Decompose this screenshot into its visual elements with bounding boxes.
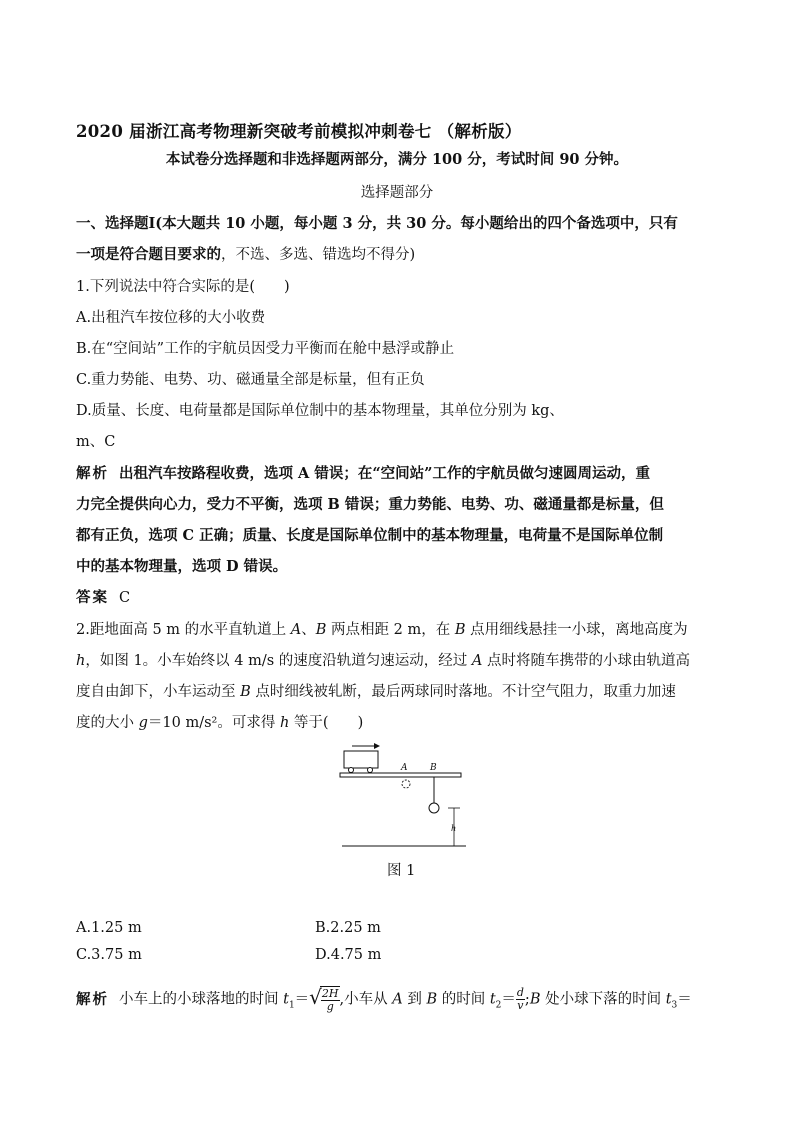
- sqrt-sign: √: [309, 985, 322, 1009]
- q1-option-c: C.重力势能、电势、功、磁通量全部是标量，但有正负: [76, 372, 425, 388]
- hanging-ball: [429, 803, 439, 813]
- q2-analysis-line1: [76, 986, 692, 1018]
- q2-var: B: [454, 622, 466, 638]
- q2-var: t: [283, 991, 289, 1008]
- part1-instruction-line1: 一、选择题Ⅰ(本大题共 10 小题，每小题 3 分，共 30 分。每小题给出的四个备选项中，只有: [76, 215, 678, 232]
- cart-wheel-right: [368, 768, 373, 773]
- q2-text: 度的大小: [76, 715, 139, 731]
- sqrt-radicand: [320, 986, 340, 1013]
- q2-text: ＝10 m/s²。可求得: [147, 715, 280, 731]
- q2-analysis-text: ;: [524, 991, 530, 1008]
- q1-answer-label: 答案: [76, 589, 109, 606]
- q2-option-d: D.4.75 m: [315, 947, 382, 963]
- q2-analysis-text: 小车上的小球落地的时间: [119, 991, 284, 1008]
- q2-var: g: [138, 715, 148, 731]
- q1-option-d-line1: D.质量、长度、电荷量都是国际单位制中的基本物理量，其单位分别为 kg、: [76, 403, 564, 419]
- q2-analysis-text: 处小球下落的时间: [540, 991, 666, 1008]
- q2-var: B: [529, 991, 541, 1008]
- q2-equals: ＝: [501, 991, 516, 1008]
- q1-analysis-line1: [76, 464, 650, 484]
- part1-instruction-rest: ，不选、多选、错选均不得分): [221, 247, 416, 263]
- q2-var: h: [279, 715, 290, 731]
- fraction-numerator: d: [516, 986, 524, 999]
- exam-intro: 本试卷分选择题和非选择题两部分，满分 100 分，考试时间 90 分钟。: [165, 151, 629, 168]
- q1-analysis-text1: 出租汽车按路程收费，选项 A 错误；在“空间站”工作的宇航员做匀速圆周运动，重: [119, 465, 651, 482]
- track: [340, 773, 461, 777]
- q2-option-b: B.2.25 m: [315, 920, 381, 936]
- figure-1-diagram: [330, 738, 470, 856]
- q2-text: ，如图 1。小车始终以 4 m/s 的速度沿轨道匀速运动，经过: [85, 653, 472, 669]
- q2-text: 等于( ): [289, 715, 364, 731]
- q2-stem-line1: [76, 620, 688, 640]
- q2-analysis-text: 到: [402, 991, 427, 1008]
- q2-text: 、: [301, 622, 316, 638]
- q2-var: t: [489, 991, 496, 1008]
- q2-var: B: [240, 684, 251, 700]
- fraction-2h-over-g: [321, 988, 340, 1013]
- part1-instruction-bold: 一项是符合题目要求的: [76, 246, 221, 263]
- q2-text: 2.距地面高 5 m 的水平直轨道上: [76, 622, 291, 638]
- q2-var: B: [426, 991, 438, 1008]
- q2-var: A: [290, 622, 302, 638]
- q1-analysis-line4: 中的基本物理量，选项 D 错误。: [76, 558, 288, 575]
- height-label: h: [451, 824, 457, 833]
- fraction-denominator: g: [326, 999, 334, 1013]
- q2-subscript: 3: [671, 1000, 678, 1011]
- point-b-label: B: [430, 763, 437, 773]
- q2-equals: ＝: [677, 991, 692, 1008]
- cart-wheel-left: [349, 768, 354, 773]
- velocity-arrowhead: [374, 743, 380, 749]
- q2-var: t: [665, 991, 672, 1008]
- q2-stem-line3: [76, 682, 676, 702]
- q2-text: 度自由卸下，小车运动至: [76, 684, 241, 700]
- q2-equals: ＝: [294, 991, 310, 1008]
- q1-answer: [76, 588, 130, 608]
- q2-var: A: [471, 653, 483, 669]
- fraction-numerator: 2H: [321, 986, 339, 1000]
- q1-analysis-line2: 力完全提供向心力，受力不平衡，选项 B 错误；重力势能、电势、功、磁通量都是标量，但: [76, 496, 664, 513]
- ball-at-a-dashed: [402, 780, 410, 788]
- fraction-denominator: v: [517, 999, 524, 1012]
- q2-text: 点时将随车携带的小球由轨道高: [482, 653, 691, 669]
- q2-stem-line4: [76, 713, 363, 733]
- q2-var: B: [315, 622, 327, 638]
- q1-answer-value: C: [119, 590, 131, 606]
- point-a-label: A: [401, 763, 408, 773]
- q1-option-d-line2: m、C: [76, 434, 116, 450]
- q2-analysis-text: ,小车从: [339, 991, 393, 1008]
- figure-1-caption: 图 1: [387, 863, 416, 879]
- page-title: 2020 届浙江高考物理新突破考前模拟冲刺卷七 （解析版）: [76, 122, 522, 141]
- part1-instruction-line2: [76, 245, 415, 265]
- section-heading: 选择题部分: [360, 185, 434, 201]
- q2-analysis-text: 的时间: [437, 991, 490, 1008]
- sqrt-expression: [309, 986, 339, 1013]
- q2-subscript: 2: [495, 1000, 502, 1011]
- q2-analysis-label: 解析: [76, 990, 109, 1008]
- q2-text: 点用细线悬挂一小球，离地高度为: [465, 622, 688, 638]
- q2-option-a: A.1.25 m: [76, 920, 142, 936]
- q1-option-a: A.出租汽车按位移的大小收费: [76, 310, 266, 326]
- q1-analysis-line3: 都有正负，选项 C 正确；质量、长度是国际单位制中的基本物理量，电荷量不是国际单位制: [76, 527, 664, 544]
- q2-subscript: 1: [288, 1000, 295, 1011]
- q1-stem: 1.下列说法中符合实际的是( ): [76, 279, 290, 295]
- q2-option-c: C.3.75 m: [76, 947, 142, 963]
- cart-body: [344, 751, 378, 768]
- fraction-d-over-v: [516, 987, 525, 1012]
- q2-var: A: [392, 991, 403, 1008]
- q2-var: h: [76, 653, 86, 669]
- q2-text: 点时细线被轧断，最后两球同时落地。不计空气阻力，取重力加速: [250, 684, 676, 700]
- q1-analysis-label: 解析: [76, 465, 109, 482]
- q2-text: 两点相距 2 m，在: [326, 622, 455, 638]
- q2-stem-line2: [76, 651, 690, 671]
- q1-option-b: B.在“空间站”工作的宇航员因受力平衡而在舱中悬浮或静止: [76, 341, 455, 357]
